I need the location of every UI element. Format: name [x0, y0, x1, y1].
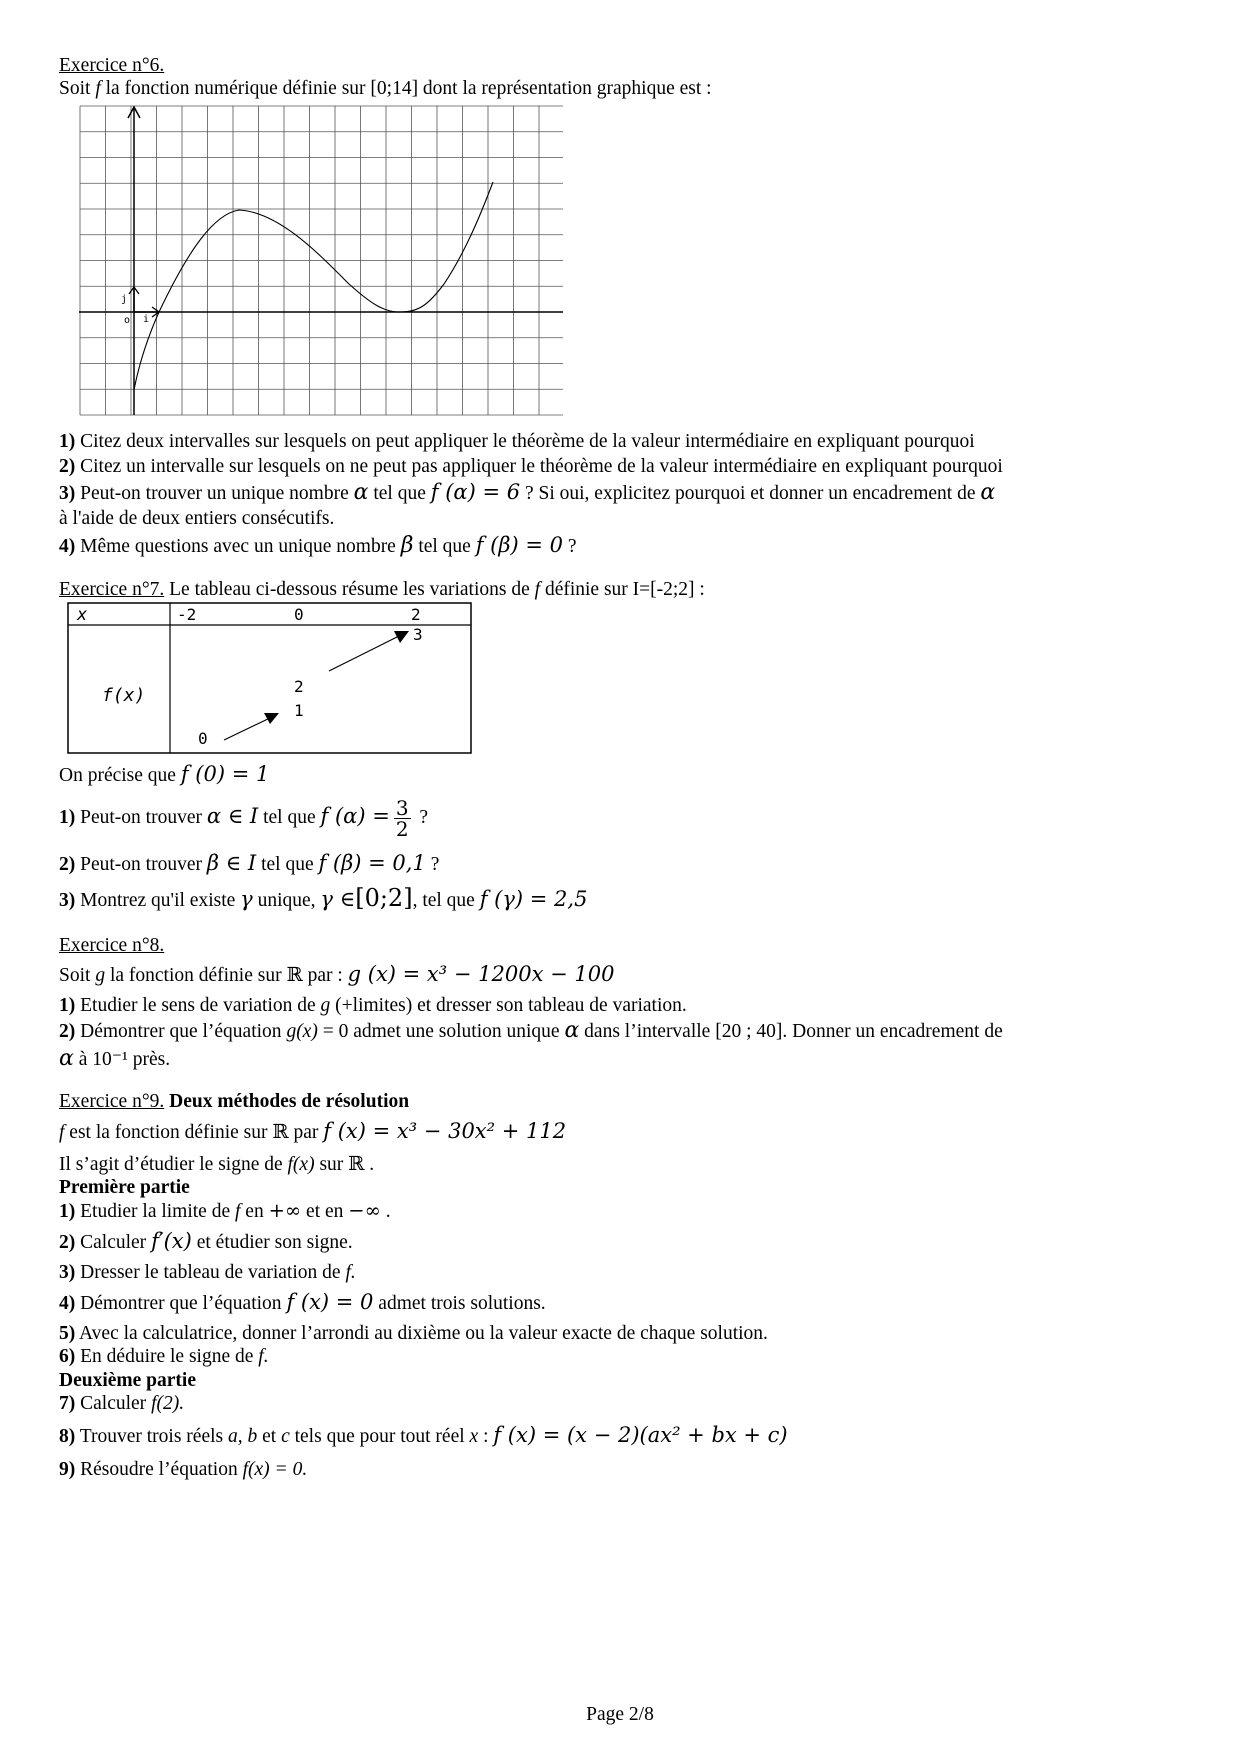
ex9-q1: 1) Etudier la limite de f en +∞ et en −∞ .	[59, 1199, 391, 1222]
ex6-q3-cont: à l'aide de deux entiers consécutifs.	[59, 508, 335, 529]
ex8-q1: 1) Etudier le sens de variation de g (+limites) et dresser son tableau de variation.	[59, 995, 687, 1016]
ex9-intro: f est la fonction définie sur ℝ par f (x) = x³ − 30x² + 112	[59, 1119, 567, 1143]
ex6-function-graph	[79, 104, 565, 418]
ex7-variation-table	[67, 602, 473, 756]
ex9-q3: 3) Dresser le tableau de variation de f.	[59, 1262, 356, 1283]
fraction-three-halves: $\frac{3}{2}$	[395, 796, 409, 842]
table-x-value: 2	[411, 605, 421, 624]
ex7-title: Exercice n°7. Le tableau ci-dessous résume les variations de f définie sur I=[-2;2] :	[59, 579, 705, 600]
ex9-q7: 7) Calculer f(2).	[59, 1393, 185, 1414]
ex8-intro: Soit g la fonction définie sur ℝ par : g (x) = x³ − 1200x − 100	[59, 962, 615, 986]
page-footer: Page 2/8	[586, 1704, 654, 1725]
ex6-intro: Soit f la fonction numérique définie sur [0;14] dont la représentation graphique est :	[59, 78, 712, 99]
ex7-q1: 1) Peut-on trouver α ∈ I tel que f (α) = $\frac{3}{2}$ ?	[59, 796, 429, 842]
table-f-start: 0	[198, 729, 208, 748]
ex9-q4: 4) Démontrer que l’équation f (x) = 0 admet trois solutions.	[59, 1290, 546, 1314]
ex7-q3: 3) Montrez qu'il existe γ unique, γ ∈[0;2], tel que f (γ) = 2,5	[59, 884, 588, 912]
ex9-q9: 9) Résoudre l’équation f(x) = 0.	[59, 1459, 308, 1480]
label-j: j	[121, 294, 128, 305]
ex9-title: Exercice n°9. Deux méthodes de résolution	[59, 1091, 410, 1112]
ex6-q4: 4) Même questions avec un unique nombre β tel que f (β) = 0 ?	[59, 533, 577, 558]
label-o: o	[124, 315, 131, 326]
ex6-q3: 3) Peut-on trouver un unique nombre α tel que f (α) = 6 ? Si oui, explicitez pourquoi et donner un encadrement de α	[59, 480, 996, 505]
increasing-arrow	[224, 717, 272, 740]
ex9-part2: Deuxième partie	[59, 1370, 196, 1391]
ex9-sign: Il s’agit d’étudier le signe de f(x) sur ℝ .	[59, 1152, 375, 1175]
table-f-at-zero: 2	[294, 677, 304, 696]
ex8-q2: 2) Démontrer que l’équation g(x) = 0 admet une solution unique α dans l’intervalle [20 ; 40]. Donner un encadrement de	[59, 1018, 1003, 1043]
table-x-value: -2	[177, 605, 197, 624]
ex7-precise: On précise que f (0) = 1	[59, 762, 270, 786]
increasing-arrow	[329, 635, 401, 671]
ex9-q6: 6) En déduire le signe de f.	[59, 1346, 269, 1367]
table-f-left-limit: 1	[294, 701, 304, 720]
table-f-end: 3	[413, 625, 423, 644]
ex9-part1: Première partie	[59, 1177, 190, 1198]
ex6-title: Exercice n°6.	[59, 55, 165, 76]
ex7-q2: 2) Peut-on trouver β ∈ I tel que f (β) = 0,1 ?	[59, 851, 440, 875]
ex9-q5: 5) Avec la calculatrice, donner l’arrondi au dixième ou la valeur exacte de chaque solution.	[59, 1323, 768, 1344]
increasing-arrowhead	[264, 713, 279, 724]
label-i: i	[143, 314, 150, 325]
table-x-value: 0	[294, 605, 304, 624]
ex8-q2-cont: α à 10⁻¹ près.	[59, 1046, 171, 1071]
ex6-q2: 2) Citez un intervalle sur lesquels on ne peut pas appliquer le théorème de la valeur intermédiaire en expliquant pourquoi	[59, 456, 1003, 477]
ex9-q8: 8) Trouver trois réels a, b et c tels que pour tout réel x : f (x) = (x − 2)(ax² + bx + c)	[59, 1423, 788, 1447]
graph-grid	[80, 106, 563, 415]
ex9-q2: 2) Calculer f′(x) et étudier son signe.	[59, 1229, 353, 1253]
table-x-label: x	[77, 605, 88, 625]
table-fx-label: f(x)	[102, 685, 146, 706]
ex8-title: Exercice n°8.	[59, 935, 165, 956]
ex6-q1: 1) Citez deux intervalles sur lesquels on peut appliquer le théorème de la valeur intermédiaire en expliquant pourquoi	[59, 431, 975, 452]
